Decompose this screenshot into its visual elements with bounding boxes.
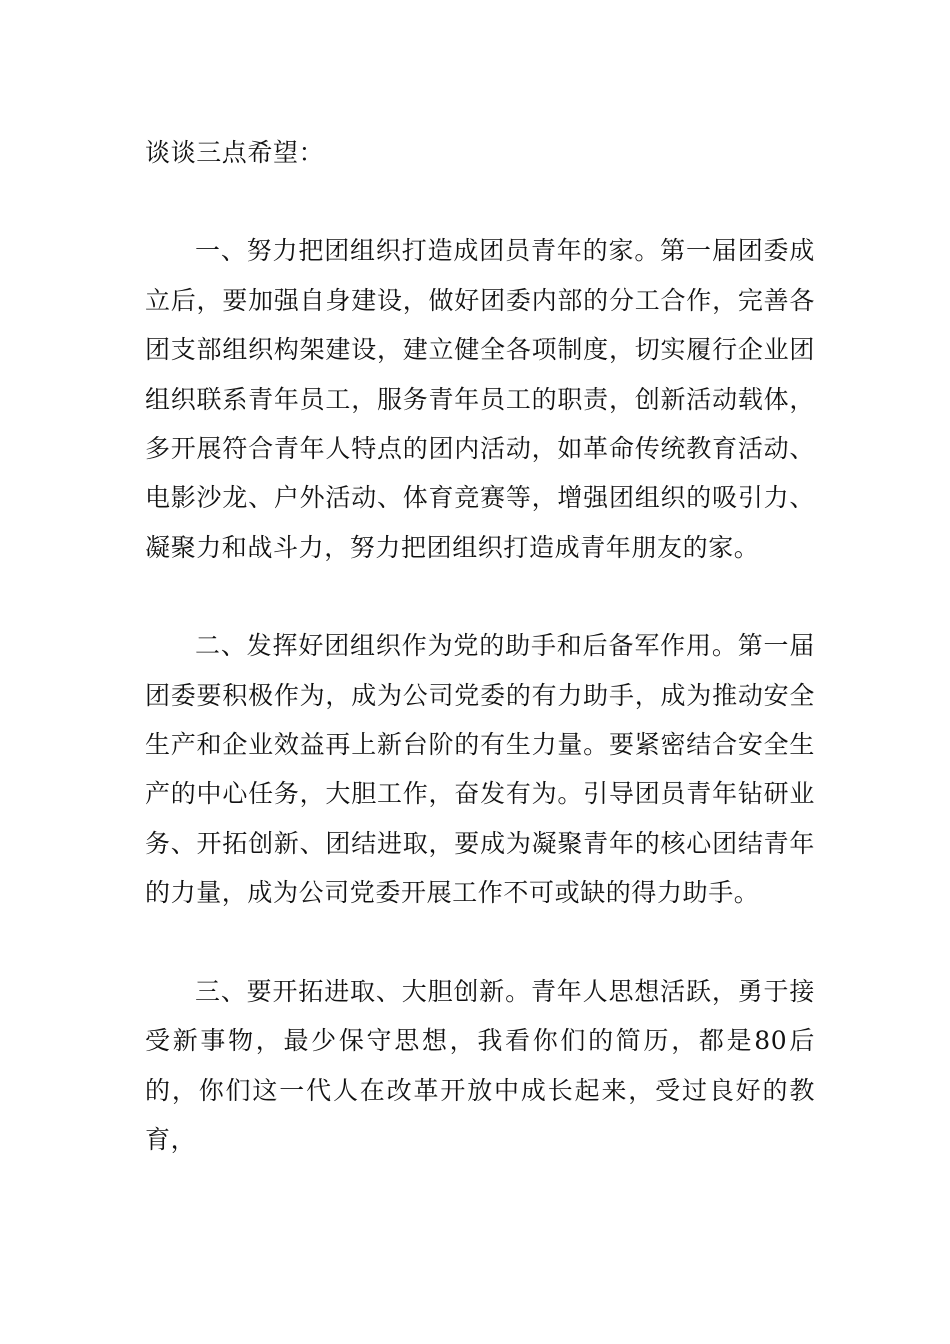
document-body xyxy=(145,128,815,1164)
paragraph-3: 三、要开拓进取、大胆创新。青年人思想活跃，勇于接受新事物，最少保守思想，我看你们的简历，都是80后的，你们这一代人在改革开放中成长起来，受过良好的教育， xyxy=(145,976,815,1154)
intro-line: 谈谈三点希望： xyxy=(145,138,325,167)
paragraph-2: 二、发挥好团组织作为党的助手和后备军作用。第一届团委要积极作为，成为公司党委的有力助手，成为推动安全生产和企业效益再上新台阶的有生力量。要紧密结合安全生产的中心任务，大胆工作，奋发有为。引导团员青年钻研业务、开拓创新、团结进取，要成为凝聚青年的核心团结青年的力量，成为公司党委开展工作不可或缺的得力助手。 xyxy=(145,631,815,908)
paragraph-1: 一、努力把团组织打造成团员青年的家。第一届团委成立后，要加强自身建设，做好团委内部的分工合作，完善各团支部组织构架建设，建立健全各项制度，切实履行企业团组织联系青年员工，服务青年员工的职责，创新活动载体，多开展符合青年人特点的团内活动，如革命传统教育活动、电影沙龙、户外活动、体育竞赛等，增强团组织的吸引力、凝聚力和战斗力，努力把团组织打造成青年朋友的家。 xyxy=(145,236,815,562)
